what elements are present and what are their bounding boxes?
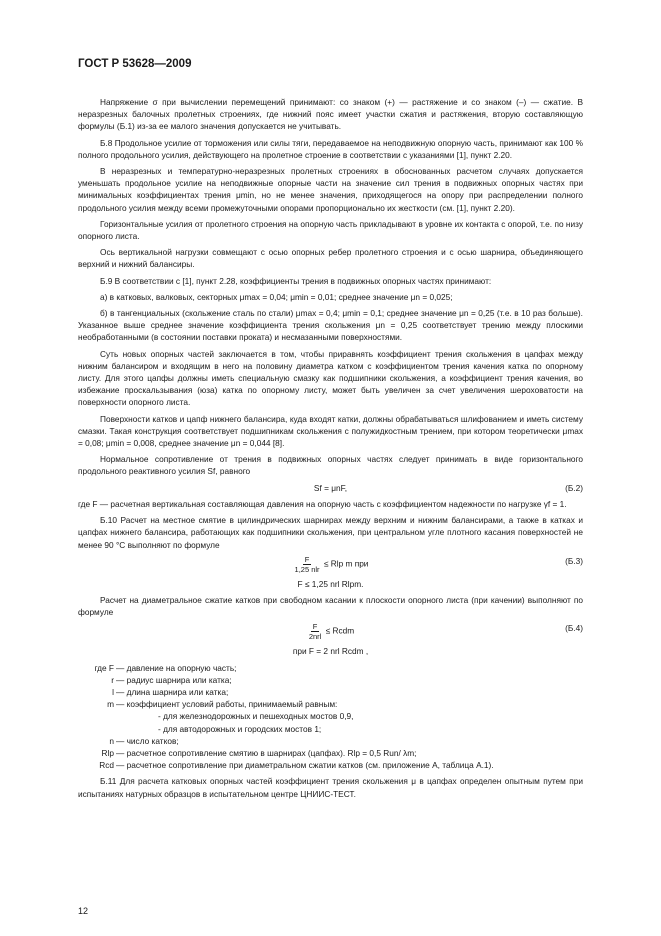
- definition-symbol: n: [109, 735, 114, 746]
- formula-b4-condition-text: при F = 2 nrl Rcdm ,: [292, 646, 369, 657]
- formula-b4-rhs: ≤ Rcdm: [325, 626, 355, 636]
- definition-symbol: Rcd: [99, 760, 114, 771]
- document-body: [78, 96, 583, 804]
- definition-row: [78, 698, 583, 710]
- paragraph-b11: Б.11 Для расчета катковых опорных частей коэффициент трения скольжения μ в цапфах определен опытным путем при испытаниях натурных образцов в испытательном центре ЦНИИС-ТЕСТ.: [78, 776, 583, 799]
- formula-b4-fraction: [307, 622, 324, 641]
- definition-symbol: [120, 723, 158, 735]
- formula-b3-rhs: ≤ Rlp m при: [323, 558, 369, 569]
- definition-text: — расчетное сопротивление смятию в шарнирах (цапфах). Rlp = 0,5 Run/ λm;: [116, 747, 417, 758]
- formula-b4: [78, 622, 583, 641]
- definition-text: — коэффициент условий работы, принимаемый равным:: [116, 699, 338, 710]
- definition-symbol: r: [111, 674, 114, 685]
- paragraph: Горизонтальные усилия от пролетного строения на опорную часть прикладывают в уровне их контакта с опорой, т.е. по низу опорного листа.: [78, 218, 583, 242]
- paragraph: Суть новых опорных частей заключается в том, чтобы приравнять коэффициент трения скольжения в цапфах между нижним балансиром и входящим в него на половину диаметра катком с коэффициентом трения качения катка по опорному листу. Для этого цапфы должны иметь специальную смазку как подшипники скольжения, а коэффициент трения качения, во избежание проскальзывания (юза) катка по опорному листу, может быть увеличен за счет увеличения шероховатости на поверхности опорного листа.: [78, 348, 583, 408]
- formula-b3-condition-text: F ≤ 1,25 nrl Rlpm.: [297, 578, 364, 589]
- fraction-numerator: F: [304, 554, 310, 564]
- formula-b3-fraction: [293, 555, 322, 574]
- definition-row: [78, 735, 583, 747]
- formula-b4-condition: [78, 645, 583, 657]
- definition-subitem: [78, 710, 583, 722]
- fraction-denominator: 2nrl: [308, 632, 322, 642]
- paragraph: Расчет на диаметральное сжатие катков при свободном касании к плоскости опорного листа (при качении) выполняют по формуле: [78, 594, 583, 618]
- definition-text: — давление на опорную часть;: [116, 662, 237, 673]
- definition-text: — число катков;: [116, 735, 179, 746]
- definition-symbol: где F: [94, 662, 114, 673]
- paragraph: Ось вертикальной нагрузки совмещают с осью опорных ребер пролетного строения и с осью шарнира, объединяющего верхний и нижний балансиры.: [78, 247, 583, 270]
- definition-row: [78, 686, 583, 698]
- paragraph: Напряжение σ при вычислении перемещений принимают: со знаком (+) — растяжение и со знаком (–) — сжатие. В неразрезных балочных пролетных строениях, где нижний пояс имеет участки сжатия и растяжения, вторую составляющую формулы (Б.1) из-за ее малого значения допускается не учитывать.: [78, 97, 583, 132]
- definition-text: — расчетное сопротивление при диаметральном сжатии катков (см. приложение А, таблица А.1).: [116, 760, 494, 771]
- formula-b2-expression: Sf = μnF,: [313, 482, 348, 493]
- definition-row: [78, 747, 583, 759]
- definition-text: - для автодорожных и городских мостов 1;: [158, 723, 322, 734]
- paragraph: В неразрезных и температурно-неразрезных пролетных строениях в обоснованных расчетом случаях допускается уменьшать продольное усилие на неподвижные опорные части на значение сил трения в подвижных опорных частях при минимальных коэффициентах трения μmin, но не менее значения, приходящегося на опору при распределении полного продольного усилия между всеми промежуточными опорами пропорционально их жесткости (см. [1], пункт 2.20).: [78, 166, 583, 213]
- definition-text: — длина шарнира или катка;: [116, 686, 229, 697]
- paragraph: Поверхности катков и цапф нижнего балансира, куда входят катки, должны обрабатываться шлифованием и иметь систему смазки. Такая конструкция соответствует подшипникам скольжения с полужидкостным трением, при котором теоретически μmax = 0,08; μmin = 0,008, среднее значение μn = 0,044 [8].: [78, 413, 583, 449]
- paragraph: где F — расчетная вертикальная составляющая давления на опорную часть с коэффициентом надежности по нагрузке γf = 1.: [78, 498, 567, 509]
- page-header: ГОСТ Р 53628—2009: [78, 58, 192, 70]
- formula-b2: [78, 482, 583, 494]
- fraction-denominator: 1,25 nlr: [294, 564, 320, 574]
- definition-symbol: l: [112, 686, 114, 697]
- definition-text: - для железнодорожных и пешеходных мостов 0,9,: [158, 711, 354, 722]
- fraction-numerator: F: [312, 622, 318, 632]
- paragraph-b10: Б.10 Расчет на местное смятие в цилиндрических шарнирах между верхним и нижним балансирами, а также в катках и цапфах нижнего балансира, работающих как подшипники скольжения, при центральном угле плотного касания поверхностей не менее 90 °С выполняют по формуле: [78, 515, 583, 550]
- definition-row: [78, 674, 583, 686]
- definition-symbol: Rlp: [101, 747, 114, 758]
- definition-symbol: [120, 710, 158, 722]
- page-number: 12: [78, 906, 89, 916]
- formula-b4-number: (Б.4): [565, 623, 583, 634]
- list-item-a: а) в катковых, валковых, секторных μmax = 0,04; μmin = 0,01; среднее значение μn = 0,025;: [100, 291, 453, 302]
- list-item-b: б) в тангенциальных (скольжение сталь по стали) μmax = 0,4; μmin = 0,1; среднее значение μn = 0,25 (т.е. в 10 раз больше). Указанное выше среднее значение коэффициента трения скольжения μn = 0,25 соответствует трению между плоскими необработанными (в состоянии поставки проката) и несмазанными поверхностями.: [78, 308, 583, 343]
- definition-text: — радиус шарнира или катка;: [116, 674, 232, 685]
- paragraph-b9: Б.9 В соответствии с [1], пункт 2.28, коэффициенты трения в подвижных опорных частях принимают:: [100, 275, 492, 286]
- definition-subitem: [78, 723, 583, 735]
- definition-symbol: m: [107, 699, 114, 710]
- definition-row: [78, 662, 583, 674]
- definitions-list: [78, 662, 583, 772]
- paragraph-b8: Б.8 Продольное усилие от торможения или силы тяги, передаваемое на неподвижную опорную часть, принимают как 100 % полного продольного усилия, действующего на пролетное строение в соответствии с указаниями [1], пункт 2.20.: [78, 137, 583, 160]
- formula-b3: [78, 555, 583, 574]
- paragraph: Нормальное сопротивление от трения в подвижных опорных частях следует принимать в виде горизонтального продольного реактивного усилия Sf, равного: [78, 454, 583, 477]
- definition-row: [78, 759, 583, 771]
- formula-b2-number: (Б.2): [565, 482, 583, 493]
- formula-b3-condition: [78, 578, 583, 590]
- formula-b3-number: (Б.3): [565, 555, 583, 566]
